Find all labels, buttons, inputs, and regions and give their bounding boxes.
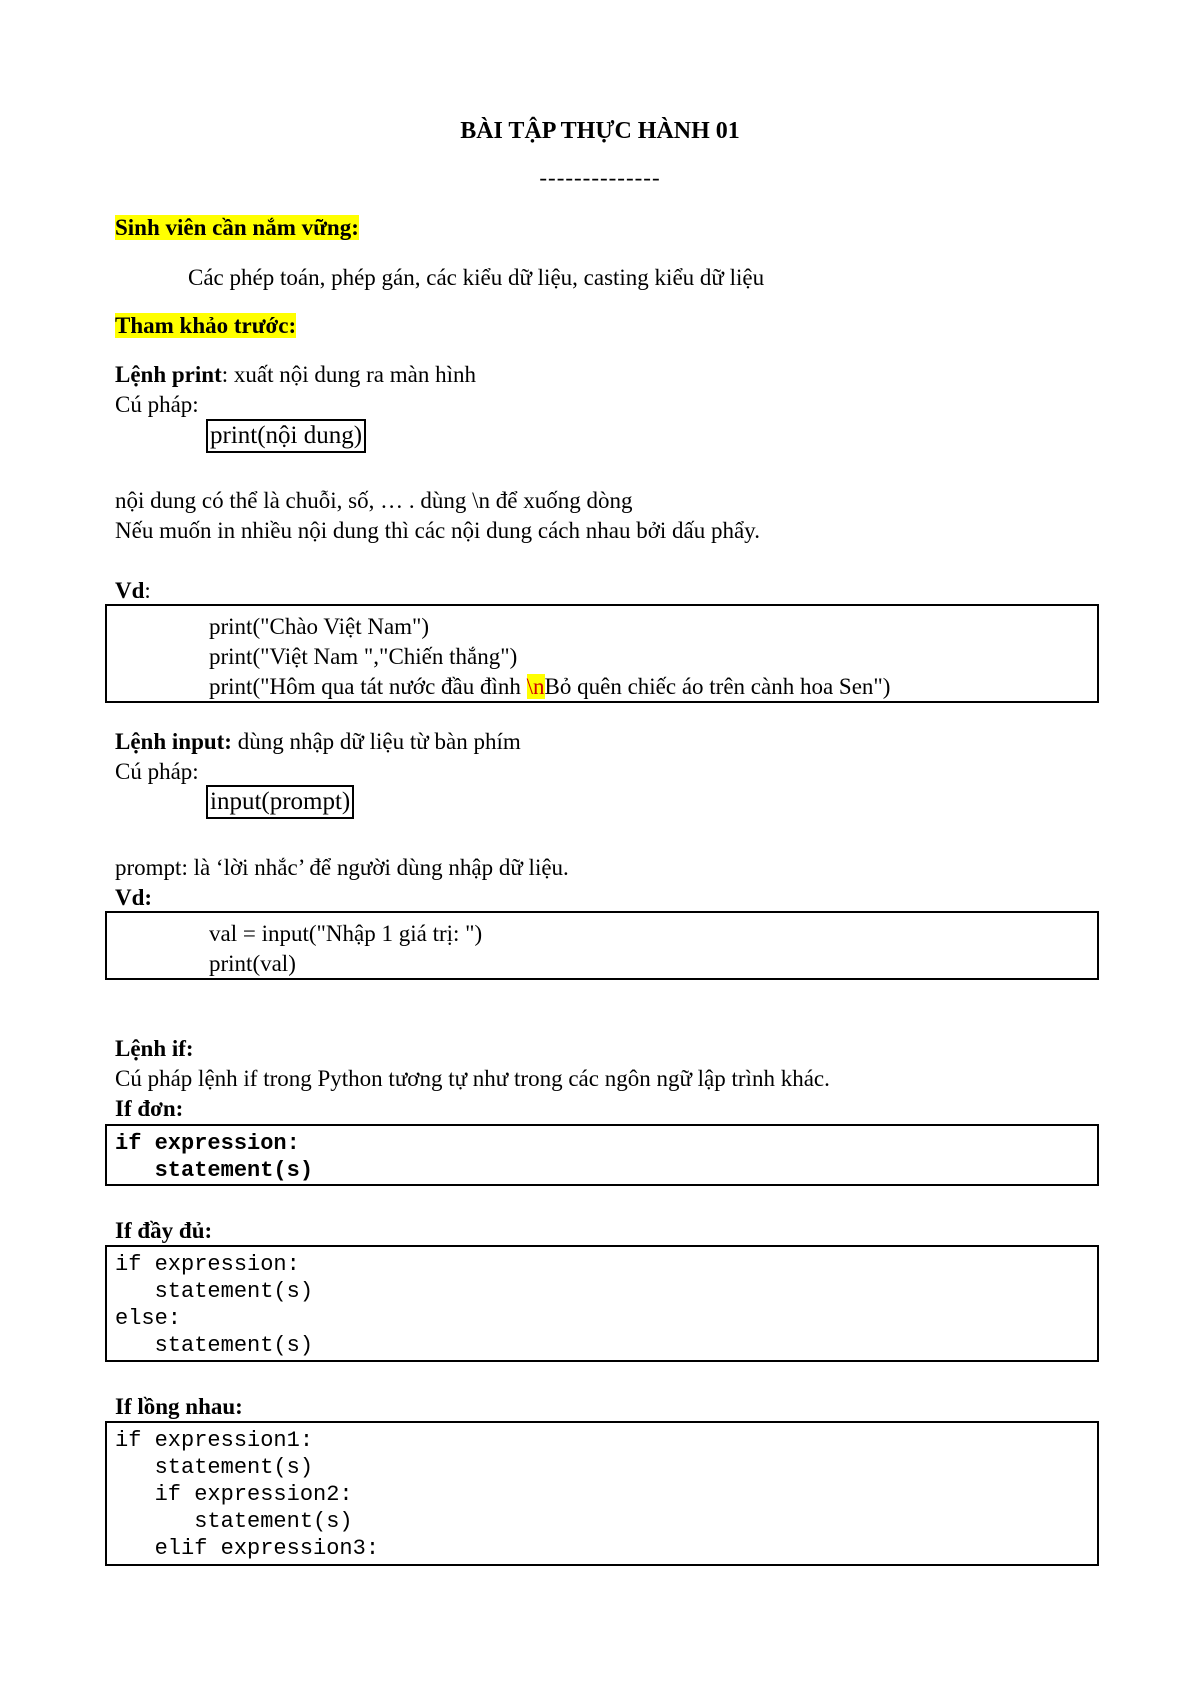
section-heading-reference	[115, 313, 296, 339]
input-example-line-1: val = input("Nhập 1 giá trị: ")	[209, 921, 483, 946]
input-syntax-box: input(prompt)	[206, 785, 354, 819]
input-example-line-2: print(val)	[209, 951, 296, 976]
print-command-name: Lệnh print	[115, 362, 222, 387]
input-command-name: Lệnh input:	[115, 729, 232, 754]
print-syntax-label: Cú pháp:	[115, 392, 199, 417]
if-full-box	[105, 1245, 1099, 1362]
if-full-label: If đầy đủ:	[115, 1218, 213, 1243]
print-example-label-text: Vd	[115, 578, 145, 603]
input-command-desc: dùng nhập dữ liệu từ bàn phím	[231, 729, 521, 754]
newline-escape-highlight: \n	[526, 674, 545, 699]
input-syntax-label: Cú pháp:	[115, 759, 199, 784]
print-syntax-box: print(nội dung)	[206, 419, 366, 453]
print-example-box	[105, 604, 1099, 703]
if-full-code: if expression: statement(s) else: statement(s)	[115, 1252, 314, 1358]
print-command-line	[115, 362, 476, 388]
if-desc: Cú pháp lệnh if trong Python tương tự như trong các ngôn ngữ lập trình khác.	[115, 1066, 830, 1091]
print-command-desc: : xuất nội dung ra màn hình	[221, 362, 476, 387]
print-example-line-1: print("Chào Việt Nam")	[209, 614, 430, 639]
if-simple-box	[105, 1124, 1099, 1186]
requirements-text: Các phép toán, phép gán, các kiểu dữ liệu, casting kiểu dữ liệu	[188, 265, 765, 290]
if-simple-label: If đơn:	[115, 1096, 184, 1121]
print-example-label	[115, 578, 151, 604]
title-separator: --------------	[539, 165, 661, 190]
if-heading: Lệnh if:	[115, 1036, 194, 1061]
section-heading-requirements	[115, 215, 359, 241]
page-title: BÀI TẬP THỰC HÀNH 01	[460, 118, 740, 144]
if-nested-label: If lồng nhau:	[115, 1394, 243, 1419]
input-example-label: Vd:	[115, 885, 153, 910]
input-example-box	[105, 911, 1099, 980]
print-example-line-3	[209, 674, 890, 700]
print-example-colon: :	[144, 578, 151, 603]
if-simple-code: if expression: statement(s)	[115, 1131, 314, 1183]
print-example-line-2: print("Việt Nam ","Chiến thắng")	[209, 644, 518, 669]
print-note-1: nội dung có thể là chuỗi, số, … . dùng \n để xuống dòng	[115, 488, 633, 513]
input-note: prompt: là ‘lời nhắc’ để người dùng nhập dữ liệu.	[115, 855, 569, 880]
if-nested-code: if expression1: statement(s) if expression2: statement(s) elif expression3:	[115, 1428, 380, 1561]
requirements-heading: Sinh viên cần nắm vững:	[115, 215, 359, 240]
print-example-3-pre: print("Hôm qua tát nước đầu đình	[209, 674, 527, 699]
if-nested-box	[105, 1421, 1099, 1566]
reference-heading: Tham khảo trước:	[115, 313, 297, 338]
input-command-line	[115, 729, 521, 755]
print-example-3-post: Bỏ quên chiếc áo trên cành hoa Sen")	[544, 674, 891, 699]
print-note-2: Nếu muốn in nhiều nội dung thì các nội dung cách nhau bởi dấu phẩy.	[115, 518, 760, 543]
